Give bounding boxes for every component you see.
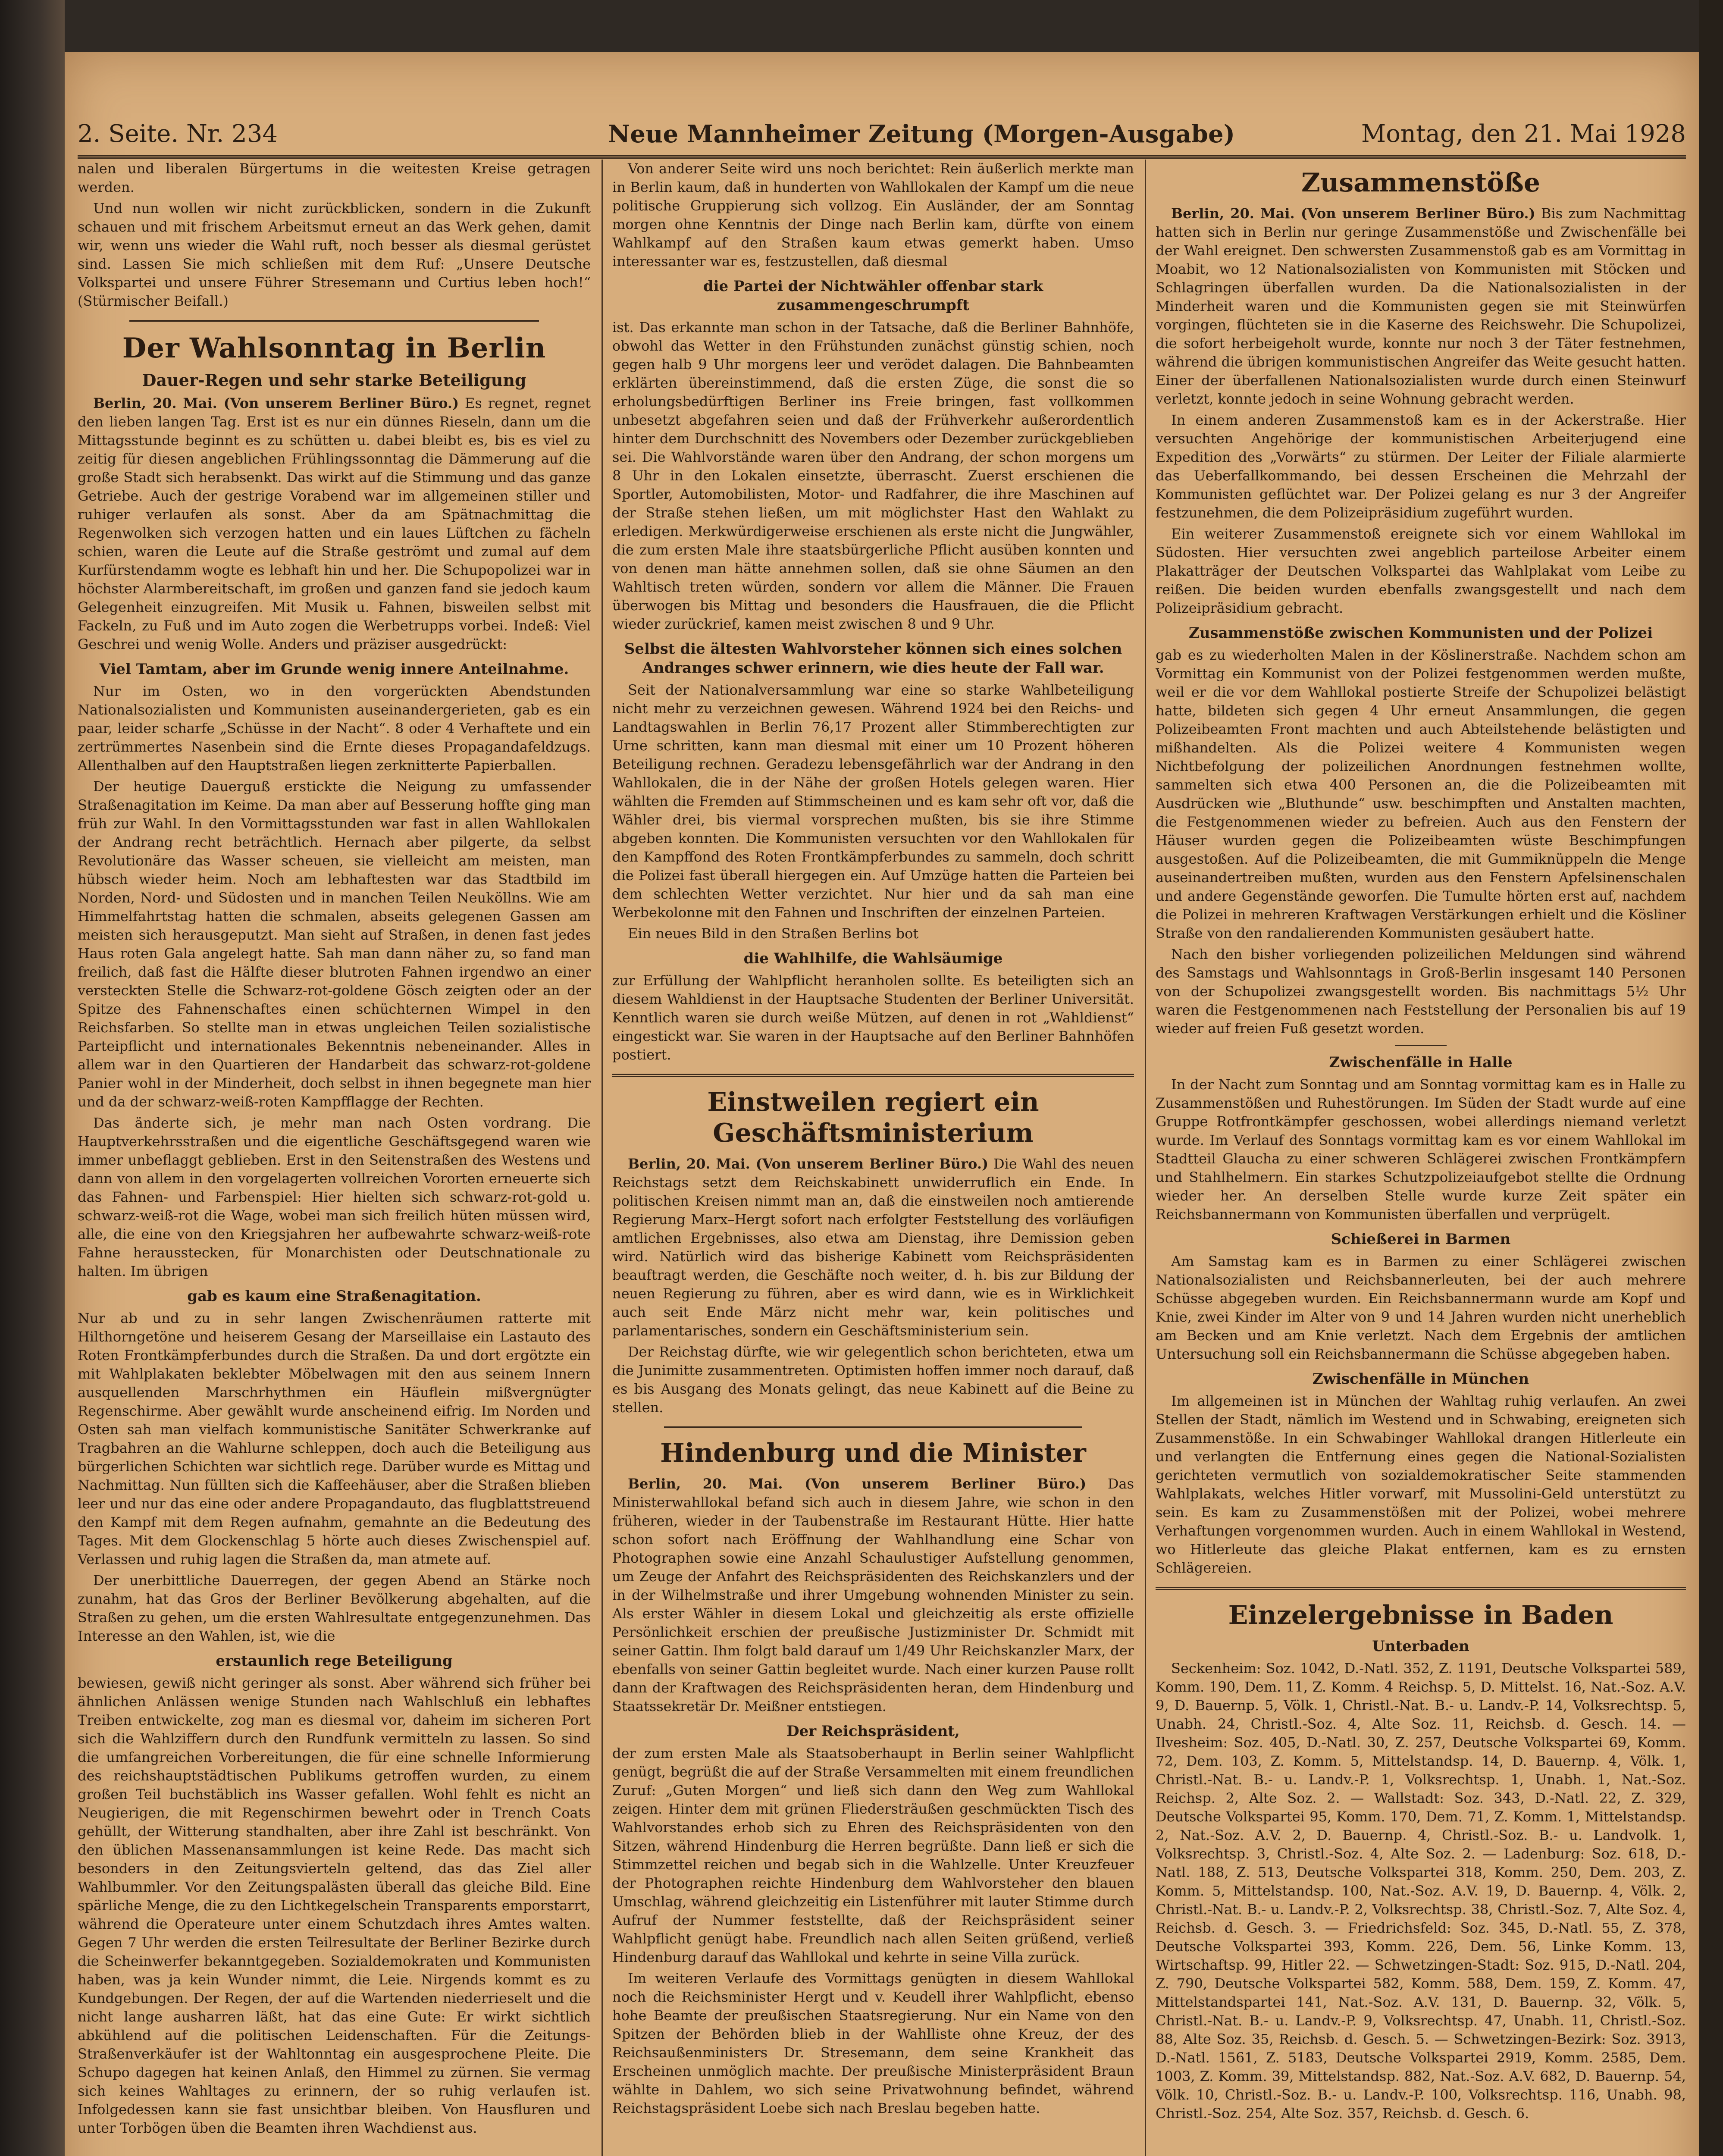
article-text: nalen und liberalen Bürgertums in die weitesten Kreise getragen werden.: [78, 160, 591, 195]
column-3: [1156, 160, 1686, 2156]
article-text: Nur im Osten, wo in den vorgerückten Abendstunden Nationalsozialisten und Kommunisten auseinandergerieten, gab es ein paar, leider scharfe „Schüsse in der Nacht“. 8 oder 4 Verhaftete und ein zertrümmertes Nasenbein sind die Ernte dieses Propagandafeldzugs. Allenthalben auf den Hauptstraßen liegen zerknitterte Papierballen.: [78, 683, 591, 774]
article-text: Der Reichstag dürfte, wie wir gelegentlich schon berichteten, etwa um die Junimitte zusammentreten. Optimisten hoffen immer noch darauf, daß es bis Ausgang des Monats gelingt, das neue Kabinett auf die Beine zu stellen.: [612, 1344, 1134, 1416]
subheadline: Selbst die ältesten Wahlvorsteher können sich eines solchen Andranges schwer erinnern, wie dies heute der Fall war.: [624, 640, 1122, 677]
subheadline: die Partei der Nichtwähler offenbar stark zusammengeschrumpft: [703, 278, 1043, 314]
subheadline: erstaunlich rege Beteiligung: [216, 1652, 453, 1670]
article-text: Nach den bisher vorliegenden polizeilichen Meldungen sind während des Samstags und Wahlsonntags in Groß-Berlin insgesamt 140 Personen von der Schupolizei zwangsgestellt worden. Bis nachmittags 5½ Uhr waren die Festgenommenen nach Feststellung der Personalien bis auf 19 wieder auf freien Fuß gesetzt worden.: [1156, 946, 1686, 1037]
subheadline: Zwischenfälle in Halle: [1329, 1054, 1513, 1071]
dateline: Berlin, 20. Mai. (Von unserem Berliner Büro.): [93, 395, 459, 411]
article-text: Und nun wollen wir nicht zurückblicken, sondern in die Zukunft schauen und mit frischem Arbeitsmut erneut an das Werk gehen, damit wir, wenn uns wieder die Wahl ruft, noch besser als diesmal gerüstet sind. Lassen Sie mich schließen mit dem Ruf: „Unsere Deutsche Volkspartei und unsere Führer Stresemann und Curtius leben hoch!“ (Stürmischer Beifall.): [78, 200, 591, 309]
headline-einzelergebnisse: Einzelergebnisse in Baden: [1228, 1600, 1613, 1630]
article-text: Das Ministerwahllokal befand sich auch in diesem Jahre, wie schon in den früheren, wieder in der Taubenstraße im Restaurant Hütte. Hier hatte schon sofort nach Eröffnung der Wahlhandlung eine Schar von Photographen sowie eine Anzahl Schaulustiger Aufstellung genommen, um Zeuge der Anfahrt des Reichspräsidenten des Reichskanzlers und der in der Wilhelmstraße und ihrer Umgebung wohnenden Minister zu sein. Als erster Wähler in diesem Lokal und gleichzeitig als erste offizielle Persönlichkeit erschien der preußische Justizminister Dr. Schmidt mit seiner Gattin. Ihm folgt bald darauf um 1/49 Uhr Reichskanzler Marx, der ebenfalls von seiner Gattin begleitet wurde. Nach einer kurzen Pause rollt dann der Kraftwagen des Reichspräsidenten heran, dem Hindenburg und Staatssekretär Dr. Meißner entstiegen.: [612, 1476, 1134, 1714]
article-text: Nur ab und zu in sehr langen Zwischenräumen ratterte mit Hilthorngetöne und heiserem Gesang der Marseillaise ein Lastauto des Roten Frontkämpferbundes durch die Straßen. Da und dort ergötzte ein mit Wahlplakaten beklebter Möbelwagen mit den aus seinem Innern ausquellenden Marschrhythmen ein Häuflein mißvergnügter Regenschirme. Aber gewählt wurde anscheinend eifrig. Im Norden und Osten sah man vielfach kommunistische Sanitäter Schwerkranke auf Tragbahren an die Wahlurne schleppen, doch auch die Beteiligung aus bürgerlichen Schichten war sichtlich rege. Darüber wurde es Mittag und Nachmittag. Nun füllten sich die Kaffeehäuser, aber die Straßen blieben leer und nur das eine oder andere Propagandauto, das flugblattstreuend den Kampf mit dem Regen aufnahm, gemahnte an die Bedeutung des Tages. Mit dem Glockenschlag 5 hörte auch dieses Zwischenspiel auf. Verlassen und ruhig lagen die Straßen da, man atmete auf.: [78, 1310, 591, 1567]
book-spine: [0, 0, 65, 2156]
subheadline: Dauer-Regen und sehr starke Beteiligung: [142, 370, 526, 390]
headline-wahlsonntag: Der Wahlsonntag in Berlin: [122, 332, 546, 364]
divider: [664, 1426, 1082, 1428]
divider: [129, 320, 539, 322]
article-text: In der Nacht zum Sonntag und am Sonntag vormittag kam es in Halle zu Zusammenstößen und Ruhestörungen. Im Süden der Stadt wurde auf eine Gruppe Rotfrontkämpfer geschossen, wobei allerdings niemand verletzt wurde. Im Verlauf des Sonntags vormittag kam es vor einem Wahllokal im Stadtteil Glaucha zu einer schweren Schlägerei zwischen Frontkämpfern und Stahlhelmern. Ein starkes Schutzpolizeiaufgebot stellte die Ordnung wieder her. An derselben Stelle wurde kurze Zeit später ein Reichsbannermann von Kommunisten überfallen und verprügelt.: [1156, 1076, 1686, 1222]
dateline: Berlin, 20. Mai. (Von unserem Berliner Büro.): [628, 1476, 1087, 1492]
dateline: Berlin, 20. Mai. (Von unserem Berliner Büro.): [628, 1156, 989, 1172]
divider: [612, 1074, 1134, 1077]
subheadline: Unterbaden: [1372, 1638, 1469, 1655]
subheadline: Viel Tamtam, aber im Grunde wenig innere Anteilnahme.: [99, 661, 569, 678]
page-header: [78, 116, 1686, 159]
subheadline: Schießerei in Barmen: [1331, 1231, 1511, 1248]
article-text: der zum ersten Male als Staatsoberhaupt in Berlin seiner Wahlpflicht genügt, begrüßt die auf der Straße Versammelten mit einem freundlichen Zuruf: „Guten Morgen“ und ließ sich dann den Weg zum Wahllokal zeigen. Hinter dem mit grünen Fliedersträußen geschmückten Tisch des Wahlvorstandes erhob sich zu Ehren des Reichspräsidenten von den Sitzen, während Hindenburg die Herren begrüßte. Dann ließ er sich die Stimmzettel reichen und begab sich in die Wahlzelle. Unter Kreuzfeuer der Photographen reichte Hindenburg dem Wahlvorsteher den blauen Umschlag, während gleichzeitig ein Listenführer mit lauter Stimme durch Aufruf der Nummer feststellte, daß der Reichspräsident seiner Wahlpflicht genügt habe. Freundlich nach allen Seiten grüßend, verließ Hindenburg darauf das Wahllokal und kehrte in seine Villa zurück.: [612, 1745, 1134, 1965]
column-1: [78, 160, 591, 2156]
divider: [1395, 1045, 1447, 1046]
masthead-title: Neue Mannheimer Zeitung (Morgen-Ausgabe): [608, 120, 1235, 148]
article-text: gab es zu wiederholten Malen in der Köslinerstraße. Nachdem schon am Vormittag ein Kommunist von der Polizei festgenommen werden mußte, weil er die vor dem Wahllokal postierte Streife der Schupolizei belästigt hatte, bildeten sich gegen 4 Uhr erneut Ansammlungen, die gegen Polizeibeamten Front machten und auch Abteilstehende belästigten und mißhandelten. Als die Polizei weitere 4 Kommunisten wegen Nichtbefolgung der polizeilichen Anordnungen festnehmen wollte, sammelten sich etwa 400 Personen an, die die Polizeibeamten mit Ausdrücken wie „Bluthunde“ usw. beschimpften und Anstalten machten, die Festgenommenen wieder zu befreien. Auch aus den Fenstern der Häuser wurden gegen die Polizeibeamten wüste Beschimpfungen ausgestoßen. Auf die Polizeibeamten, die mit Gummiknüppeln die Menge auseinandertreiben mußten, wurden aus den Fenstern Apfelsinenschalen und andere Gegenstände geworfen. Die Tumulte hörten erst auf, nachdem die Polizei in mehreren Kraftwagen Verstärkungen erhielt und die Kösliner Straße von den randalierenden Kommunisten gesäubert hatte.: [1156, 647, 1686, 941]
article-text: Ein weiterer Zusammenstoß ereignete sich vor einem Wahllokal im Südosten. Hier versuchten zwei angeblich parteilose Arbeiter einem Plakatträger der Deutschen Volkspartei das Wahlplakat vom Leibe zu reißen. Die beiden wurden ebenfalls zwangsgestellt und nach dem Polizeipräsidium gebracht.: [1156, 526, 1686, 616]
article-text: ist. Das erkannte man schon in der Tatsache, daß die Berliner Bahnhöfe, obwohl das Wetter in den Frühstunden zunächst günstig schien, noch gegen halb 9 Uhr morgens leer und verödet dalagen. Die Bahnbeamten erklärten übereinstimmend, daß die ersten Züge, die sonst die so erholungsbedürftigen Berliner ins Freie bringen, fast vollkommen unbesetzt abgefahren seien und daß der Frühverkehr außerordentlich hinter dem Durchschnitt des Novembers oder Dezember zurückgeblieben sei. Die Wahlvorstände waren über den Andrang, der schon morgens um 8 Uhr in den Lokalen einsetzte, überrascht. Zuerst erschienen die Sportler, Automobilisten, Motor- und Radfahrer, die ihre Maschinen auf der Straße stehen ließen, um mit möglichster Hast den Wahlakt zu erledigen. Merkwürdigerweise erschienen als erste nicht die Jungwähler, die zum ersten Male ihre staatsbürgerliche Pflicht ausüben konnten und von denen man hätte annehmen sollen, daß sie ohne Säumen an den Wahltisch treten würden, sondern vor allem die Männer. Die Frauen überwogen bis Mittag und besonders die Hausfrauen, die die Pflicht wieder zurückrief, kamen meist zwischen 8 und 9 Uhr.: [612, 319, 1134, 632]
article-text: Der unerbittliche Dauerregen, der gegen Abend an Stärke noch zunahm, hat das Gros der Berliner Bevölkerung abgehalten, auf die Straßen zu gehen, um die ersten Wahlresultate entgegenzunehmen. Das Interesse an den Wahlen, ist, wie die: [78, 1572, 591, 1644]
article-text: Von anderer Seite wird uns noch berichtet: Rein äußerlich merkte man in Berlin kaum, daß in hunderten von Wahllokalen der Kampf um die neue politische Gruppierung sich vollzog. Ein Ausländer, der am Sonntag morgen ohne Kenntnis der Dinge nach Berlin kam, dürfte von einem Wahlkampf auf den Straßen kaum etwas gemerkt haben. Umso interessanter war es, festzustellen, daß diesmal: [612, 160, 1134, 270]
article-text: Die Wahl des neuen Reichstags setzt dem Reichskabinett unwiderruflich ein Ende. In politischen Kreisen nimmt man an, daß die einstweilen noch amtierende Regierung Marx–Hergt sofort nach erfolgter Feststellung des vorläufigen amtlichen Ergebnisses, also etwa am Dienstag, ihre Demission geben wird. Natürlich wird das bisherige Kabinett vom Reichspräsidenten beauftragt werden, die Geschäfte noch weiter, d. h. bis zur Bildung der neuen Regierung zu führen, aber es wird dann, wie es in Wirklichkeit auch seit Ende März nicht mehr war, kein politisches und parlamentarisches, sondern ein Geschäftsministerium sein.: [612, 1156, 1134, 1339]
article-text: Der heutige Dauerguß erstickte die Neigung zu umfassender Straßenagitation im Keime. Da man aber auf Besserung hoffte ging man früh zur Wahl. In den Vormittagsstunden war fast in allen Wahllokalen der Andrang recht beträchtlich. Hernach aber pilgerte, da selbst Revolutionäre das Wasser scheuen, sie vielleicht am meisten, man hübsch wieder heim. Noch am lebhaftesten war das Stadtbild im Norden, Nord- und Südosten und in manchen Teilen Neuköllns. Wie am Himmelfahrtstag hatten die schmalen, abseits gelegenen Gassen am meisten sich herausgeputzt. Man sieht auf Straßen, in denen fast jedes Haus roten Gala angelegt hatte. Sah man dann näher zu, so fand man freilich, daß fast die Hälfte dieser blutroten Fahnen irgendwo an einer versteckten Stelle die Schwarz-rot-goldene Gösch zeigten oder an der Spitze des Fahnenschaftes einen schüchternen Wimpel in den Reichsfarben. So stellte man in etwas ungleichen Teilen sozialistische Parteipflicht und internationales Bekenntnis nebeneinander. Alles in allem war in den Quartieren der Handarbeit das schwarz-rot-goldene Panier wohl in der Minderheit, doch selbst in ihnen begegnete man hier und da der schwarz-weiß-roten Kampfflagge der Rechten.: [78, 778, 591, 1110]
subheadline: Der Reichspräsident,: [786, 1723, 960, 1740]
election-results: Seckenheim: Soz. 1042, D.-Natl. 352, Z. 1191, Deutsche Volkspartei 589, Komm. 190, Dem. 11, Z. Komm. 4 Reichsp. 5, D. Mittelst. 16, Nat.-Soz. A.V. 9, D. Bauernp. 5, Völk. 1, Christl.-Nat. B.- u. Landv.-P. 14, Volksrechtsp. 5, Unabh. 24, Christl.-Soz. 4, Alte Soz. 11, Reichsb. d. Gesch. 14. — Ilvesheim: Soz. 405, D.-Natl. 30, Z. 257, Deutsche Volkspartei 69, Komm. 72, Dem. 103, Z. Komm. 5, Mittelstandsp. 14, D. Bauernp. 4, Völk. 1, Christl.-Nat. B.- u. Landv.-P. 1, Volksrechtsp. 1, Unabh. 1, Nat.-Soz. Reichsp. 2, Alte Soz. 2. — Wallstadt: Soz. 343, D.-Natl. 22, Z. 329, Deutsche Volkspartei 95, Komm. 170, Dem. 71, Z. Komm. 1, Mittelstandsp. 2, Nat.-Soz. A.V. 2, D. Bauernp. 4, Christl.-Soz. B.- u. Landvolk. 1, Volksrechtsp. 3, Christl.-Soz. 4, Alte Soz. 2. — Ladenburg: Soz. 618, D.-Natl. 188, Z. 513, Deutsche Volkspartei 318, Komm. 250, Dem. 203, Z. Komm. 5, Mittelstandsp. 100, Nat.-Soz. A.V. 19, D. Bauernp. 4, Völk. 2, Christl.-Nat. B.- u. Landv.-P. 2, Volksrechtsp. 38, Christl.-Soz. 7, Alte Soz. 4, Reichsb. d. Gesch. 3. — Friedrichsfeld: Soz. 345, D.-Natl. 55, Z. 378, Deutsche Volkspartei 393, Komm. 226, Dem. 56, Linke Komm. 13, Wirtschaftsp. 99, Hitler 22. — Schwetzingen-Stadt: Soz. 915, D.-Natl. 204, Z. 790, Deutsche Volkspartei 582, Komm. 588, Dem. 159, Z. Komm. 47, Mittelstandspartei 141, Nat.-Soz. A.V. 131, D. Bauernp. 32, Völk. 5, Christl.-Nat. B.- u. Landv.-P. 9, Volksrechtsp. 47, Unabh. 11, Christl.-Soz. 88, Alte Soz. 35, Reichsb. d. Gesch. 5. — Schwetzingen-Bezirk: Soz. 3913, D.-Natl. 1561, Z. 5183, Deutsche Volkspartei 2919, Komm. 2585, Dem. 1003, Z. Komm. 39, Mittelstandsp. 882, Nat.-Soz. A.V. 682, D. Bauernp. 54, Völk. 10, Christl.-Soz. B.- u. Landv.-P. 100, Volksrechtsp. 116, Unabh. 98, Christl.-Soz. 254, Alte Soz. 357, Reichsb. d. Gesch. 6.: [1156, 1660, 1686, 2122]
background-top: [65, 0, 1723, 52]
article-text: Seit der Nationalversammlung war eine so starke Wahlbeteiligung nicht mehr zu verzeichnen gewesen. Während 1924 bei den Reichs- und Landtagswahlen in Berlin 76,17 Prozent aller Stimmberechtigten zur Urne schritten, kann man diesmal mit einer um 10 Prozent höheren Beteiligung rechnen. Geradezu lebensgefährlich war der Andrang in den Wahllokalen, die in der Nähe der großen Hotels gelegen waren. Hier wählten die Fremden auf Stimmscheinen und es kam sehr oft vor, daß die Wähler drei, bis viermal vorsprechen mußten, bis sie ihre Stimme abgeben konnten. Die Kommunisten versuchten vor den Wahllokalen für den Kampffond des Roten Frontkämpferbundes zu sammeln, doch schritt die Polizei fast überall hiergegen ein. Auf Umzüge hatten die Parteien bei dem schlechten Wetter verzichtet. Nur hier und da sah man eine Werbekolonne mit den Fahnen und Inschriften der einzelnen Parteien.: [612, 682, 1134, 921]
article-text: Es regnet, regnet den lieben langen Tag. Erst ist es nur ein dünnes Rieseln, dann um die Mittagsstunde beginnt es zu schütten u. dabei bleibt es, bis es viel zu zeitig für diesen angeblichen Frühlingssonntag die Dämmerung auf die große Stadt sich herabsenkt. Das wirkt auf die Stimmung und das ganze Getriebe. Auch der gestrige Vorabend war im allgemeinen stiller und ruhiger verlaufen als sonst. Aber da am Spätnachmittag die Regenwolken sich verzogen hatten und ein laues Lüftchen zu fächeln schien, waren die Leute auf die Straße geströmt und zumal auf dem Kurfürstendamm wogte es lebhaft hin und her. Die Schupopolizei war in höchster Alarmbereitschaft, im großen und ganzen fand sie jedoch kaum Gelegenheit einzugreifen. Mit Musik u. Fahnen, bisweilen selbst mit Fackeln, zu Fuß und im Auto zogen die Werbetrupps vorbei. Indeß: Viel Geschrei und wenig Wolle. Anders und präziser ausgedrückt:: [78, 395, 591, 652]
subheadline: gab es kaum eine Straßenagitation.: [187, 1288, 481, 1305]
subheadline: Zwischenfälle in München: [1312, 1370, 1529, 1388]
newspaper-page: [65, 52, 1699, 2156]
article-text: In einem anderen Zusammenstoß kam es in der Ackerstraße. Hier versuchten Angehörige der kommunistischen Arbeiterjugend eine Expedition des „Vorwärts“ zu stürmen. Der Leiter der Filiale alarmierte das Ueberfallkommando, bei dessen Erscheinen die Mehrzahl der Kommunisten geflüchtet war. Der Polizei gelang es nur 3 der Angreifer festzunehmen, die dem Polizeipräsidium zugeführt wurden.: [1156, 412, 1686, 521]
headline-zusammenstoesse: Zusammenstöße: [1301, 168, 1541, 198]
headline-geschaeftsministerium: Einstweilen regiert ein Geschäftsministerium: [707, 1087, 1039, 1148]
issue-date: Montag, den 21. Mai 1928: [1361, 120, 1686, 148]
article-text: Ein neues Bild in den Straßen Berlins bot: [628, 925, 919, 942]
article-text: Bis zum Nachmittag hatten sich in Berlin nur geringe Zusammenstöße und Zwischenfälle bei der Wahl ereignet. Den schwersten Zusammenstoß gab es am Vormittag in Moabit, wo 12 Nationalsozialisten von Kommunisten mit Stöcken und Schlagringen überfallen wurden. Da die Nationalsozialisten in der Minderheit waren und die Kommunisten gegen sie mit Steinwürfen vorgingen, flüchteten sie in die Kaserne des Reichswehr. Die Schupolizei, die sofort herbeigeholt wurde, konnte nur noch 3 der Täter festnehmen, während die übrigen kommunistischen Angreifer das Weite gesucht hatten. Einer der überfallenen Nationalsozialisten wurde durch einen Steinwurf verletzt, konnte jedoch in seine Wohnung gebracht werden.: [1156, 205, 1686, 407]
column-2: [612, 160, 1134, 2156]
article-text: Im allgemeinen ist in München der Wahltag ruhig verlaufen. An zwei Stellen der Stadt, nämlich im Westend und in Schwabing, ereigneten sich Zusammenstöße. In ein Schwabinger Wahllokal drangen Hitlerleute ein und verlangten die Entfernung eines gegen die National-Sozialisten gerichteten vermutlich von sozialdemokratischer Seite stammenden Wahlplakats, welches Hitler vorwarf, mit Mussolini-Geld unterstützt zu sein. Es kam zu Zusammenstößen mit der Polizei, wobei mehrere Verhaftungen vorgenommen wurden. Auch in einem Wahllokal in Westend, wo Hitlerleute das gleiche Plakat entfernen, kam es zu ernsten Schlägereien.: [1156, 1393, 1686, 1576]
dateline: Berlin, 20. Mai. (Von unserem Berliner Büro.): [1171, 205, 1535, 222]
background-right: [1699, 0, 1723, 2156]
headline-hindenburg: Hindenburg und die Minister: [660, 1438, 1086, 1468]
column-rule: [1145, 160, 1146, 2156]
subheadline: Zusammenstöße zwischen Kommunisten und der Polizei: [1188, 624, 1653, 642]
page-number: 2. Seite. Nr. 234: [78, 120, 278, 148]
article-text: Das änderte sich, je mehr man nach Osten vordrang. Die Hauptverkehrsstraßen und die eigentliche Geschäftsgegend waren wie immer unbeflaggt geblieben. Erst in den Seitenstraßen des Westens und dann von allem in den vorgelagerten vollreichen Vororten erneuerte sich das Fahnen- und Farbenspiel: Hier hielten sich schwarz-rot-gold u. schwarz-weiß-rot die Wage, wobei man sich freilich hüten müssen wird, alle, die eine von den Kriegsjahren her aufbewahrte schwarz-weiß-rote Fahne herausstecken, für Monarchisten oder Deutschnationale zu halten. Im übrigen: [78, 1115, 591, 1279]
article-text: zur Erfüllung der Wahlpflicht heranholen sollte. Es beteiligten sich an diesem Wahldienst in der Hauptsache Studenten der Berliner Universität. Kenntlich waren sie durch weiße Mützen, auf denen in rot „Wahldienst“ eingestickt war. Sie waren in der Hauptsache auf den Berliner Bahnhöfen postiert.: [612, 972, 1134, 1063]
divider: [1156, 1587, 1686, 1590]
article-text: bewiesen, gewiß nicht geringer als sonst. Aber während sich früher bei ähnlichen Anlässen wenige Stunden nach Wahlschluß ein lebhaftes Treiben entwickelte, zog man es diesmal vor, daheim im sicheren Port sich die Wahlziffern durch den Rundfunk vermitteln zu lassen. So sind die umfangreichen Vorbereitungen, die für eine schnelle Informierung des reichshauptstädtischen Publikums getroffen wurden, zu einem großen Teil buchstäblich ins Wasser gefallen. Wohl fehlt es nicht an Neugierigen, die mit Regenschirmen bewehrt oder in Trench Coats gehüllt, der Witterung standhalten, aber ihre Zahl ist beschränkt. Von den üblichen Massenansammlungen ist keine Rede. Das macht sich besonders in den Zeitungsvierteln geltend, das das Ziel aller Wahlbummler. Vor den Zeitungspalästen überall das gleiche Bild. Eine spärliche Menge, die zu den Lichtkegelschein Transparents emporstarrt, während die Operateure unter einem Schutzdach ihres Amtes walten. Gegen 7 Uhr werden die ersten Teilresultate der Berliner Bezirke durch die Scheinwerfer bekanntgegeben. Sozialdemokraten und Kommunisten haben, was ja kein Wunder nimmt, die Leie. Nirgends kommt es zu Kundgebungen. Der Regen, der auf die Wartenden niederrieselt und die nicht lange ausharren läßt, hat das eine Gute: Er wirkt sichtlich abkühlend auf die politischen Leidenschaften. Für die Zeitungs-Straßenverkäufer ist der Wahltonntag ein ausgesprochene Pleite. Die Schupo dagegen hat keinen Anlaß, den Himmel zu zürnen. Sie vermag sich keines Wahltages zu erinnern, der so ruhig verlaufen ist. Infolgedessen kann sie fast unsichtbar bleiben. Von Hausfluren und unter Torbögen üben die Beamten ihren Wachdienst aus.: [78, 1675, 591, 2136]
subheadline: die Wahlhilfe, die Wahlsäumige: [743, 950, 1003, 967]
article-text: Am Samstag kam es in Barmen zu einer Schlägerei zwischen Nationalsozialisten und Reichsbannerleuten, bei der auch mehrere Schüsse abgegeben wurden. Ein Reichsbannermann wurde am Kopf und Knie, zwei Kinder im Alter von 9 und 14 Jahren wurden nicht unerheblich am Becken und am Knie verletzt. Nach dem Ergebnis der amtlichen Untersuchung soll ein Reichsbannermann die Schüsse abgegeben haben.: [1156, 1253, 1686, 1362]
column-rule: [601, 160, 603, 2156]
article-text: Im weiteren Verlaufe des Vormittags genügten in diesem Wahllokal noch die Reichsminister Hergt und v. Keudell ihrer Wahlpflicht, ebenso hohe Beamte der preußischen Staatsregierung. Nur ein Name von den Spitzen der Behörden blieb in der Wahlliste ohne Kreuz, der des Reichsaußenministers Dr. Stresemann, dem seine Krankheit das Erscheinen unmöglich machte. Der preußische Ministerpräsident Braun wählte in Dahlem, wo sich seine Privatwohnung befindet, während Reichstagspräsident Loebe sich nach Breslau begeben hatte.: [612, 1970, 1134, 2116]
